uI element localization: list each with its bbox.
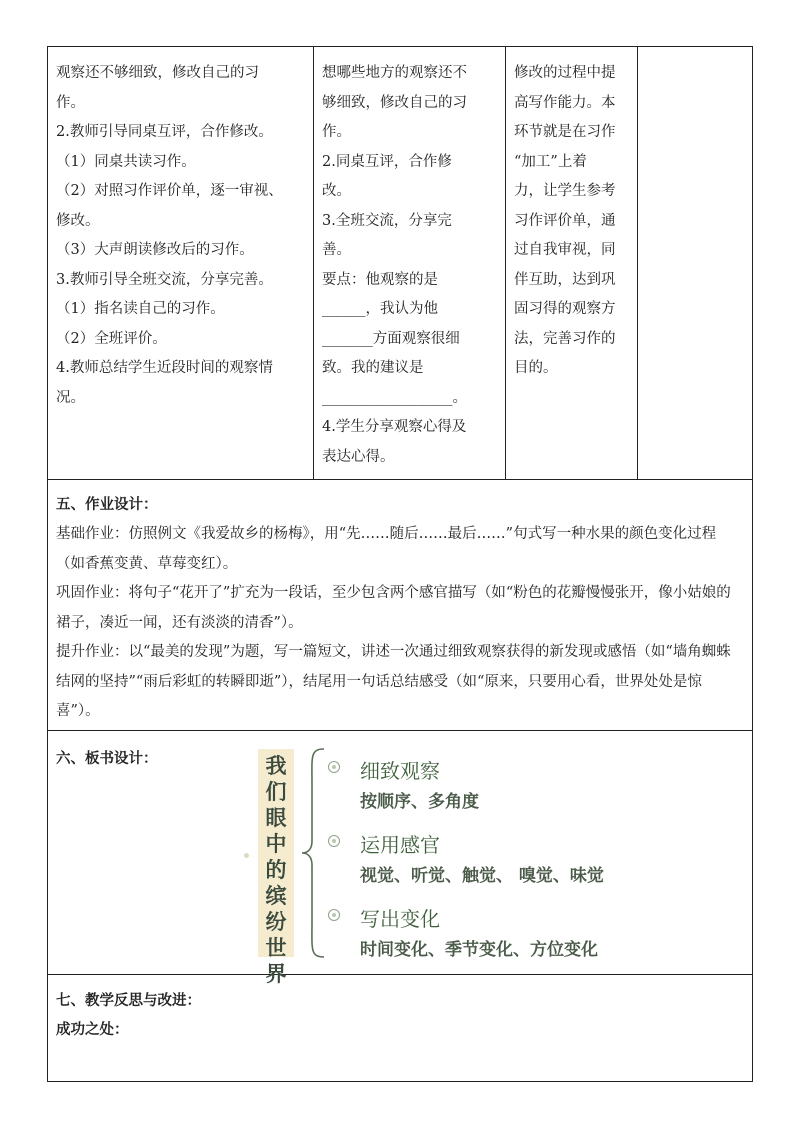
circle-bullet-icon	[328, 761, 340, 773]
text-line: 况。	[56, 389, 85, 406]
homework-section	[48, 479, 752, 731]
text-line: 3.全班交流，分享完	[322, 212, 452, 229]
text-line: 目的。	[514, 360, 558, 376]
text-line: _______方面观察很细	[322, 330, 460, 347]
board-item-title: 运用感官	[360, 833, 440, 857]
text-line: “加工”上着	[514, 153, 587, 170]
text-line: （2）全班评价。	[56, 330, 167, 347]
text-line: 修改的过程中提	[514, 65, 616, 81]
text-line: 力，让学生参考	[514, 183, 616, 199]
section-heading: 七、教学反思与改进：	[56, 993, 201, 1009]
text-line: 表达心得。	[322, 448, 395, 465]
text-line: 环节就是在习作	[514, 124, 616, 140]
board-title: 我们眼中的缤纷世界	[258, 749, 294, 957]
text-line: 2.教师引导同桌互评，合作修改。	[56, 124, 273, 140]
process-row	[48, 47, 752, 480]
teacher-activity-cell	[48, 47, 314, 479]
board-item-sub: 按顺序、多角度	[360, 792, 479, 812]
brace-icon	[298, 745, 326, 961]
text-line: 固习得的观察方	[514, 301, 616, 317]
text-line: 作。	[56, 94, 85, 111]
empty-cell	[638, 47, 752, 479]
text-line: 4.学生分享观察心得及	[322, 419, 467, 435]
text-line: 4.教师总结学生近段时间的观察情	[56, 360, 273, 376]
student-activity-cell	[314, 47, 506, 479]
board-item-title: 细致观察	[360, 759, 440, 783]
text-line: （2）对照习作评价单，逐一审视、	[56, 183, 283, 199]
success-label: 成功之处：	[56, 1022, 129, 1038]
text-line: 善。	[322, 242, 351, 258]
text-line: 3.教师引导全班交流，分享完善。	[56, 271, 273, 288]
circle-bullet-icon	[328, 909, 340, 921]
text-line: 致。我的建议是	[322, 360, 424, 376]
design-intent-cell	[506, 47, 638, 479]
section-heading: 五、作业设计：	[56, 497, 158, 513]
text-line: 改。	[322, 183, 351, 199]
circle-bullet-icon	[328, 835, 340, 847]
text-line: 过自我审视，同	[514, 242, 616, 258]
text-line: 作。	[322, 124, 351, 140]
board-diagram	[258, 739, 698, 986]
homework-basic: 基础作业：仿照例文《我爱故乡的杨梅》，用“先……随后……最后……”句式写一种水果的颜色变化过程（如香蕉变黄、草莓变红）。	[56, 526, 717, 572]
text-line: 观察还不够细致，修改自己的习	[56, 65, 259, 81]
homework-consolidate: 巩固作业：将句子“花开了”扩充为一段话，至少包含两个感官描写（如“粉色的花瓣慢慢张开，像小姑娘的裙子，凑近一闻，还有淡淡的清香”）。	[56, 585, 731, 631]
text-line: 修改。	[56, 212, 100, 229]
text-line: 想哪些地方的观察还不	[322, 65, 467, 81]
section-heading: 六、板书设计：	[56, 751, 158, 767]
text-line: 伴互助，达到巩	[514, 271, 616, 288]
board-design-section	[48, 731, 752, 986]
homework-advanced: 提升作业：以“最美的发现”为题，写一篇短文，讲述一次通过细致观察获得的新发现或感悟（如“墙角蜘蛛结网的坚持”“雨后彩虹的转瞬即逝”），结尾用一句话总结感受（如“原来，只要用心看，世界处处是惊喜”）。	[56, 644, 731, 719]
text-line: __________________。	[322, 389, 467, 406]
text-line: ______，我认为他	[322, 301, 438, 317]
text-line: （3）大声朗读修改后的习作。	[56, 242, 254, 258]
text-line: 要点：他观察的是	[322, 271, 438, 288]
text-line: （1）同桌共读习作。	[56, 153, 196, 170]
decor-dot	[244, 853, 249, 858]
board-item-sub: 时间变化、季节变化、方位变化	[360, 940, 598, 960]
lesson-plan-table	[47, 46, 753, 1082]
text-line: 法，完善习作的	[514, 330, 616, 347]
reflection-section	[48, 975, 752, 1081]
text-line: （1）指名读自己的习作。	[56, 301, 225, 317]
board-item-title: 写出变化	[360, 907, 440, 931]
text-line: 2.同桌互评，合作修	[322, 153, 452, 170]
text-line: 高写作能力。本	[514, 94, 616, 111]
text-line: 够细致，修改自己的习	[322, 94, 467, 111]
board-item-sub: 视觉、听觉、触觉、 嗅觉、味觉	[360, 866, 604, 886]
text-line: 习作评价单，通	[514, 212, 616, 229]
